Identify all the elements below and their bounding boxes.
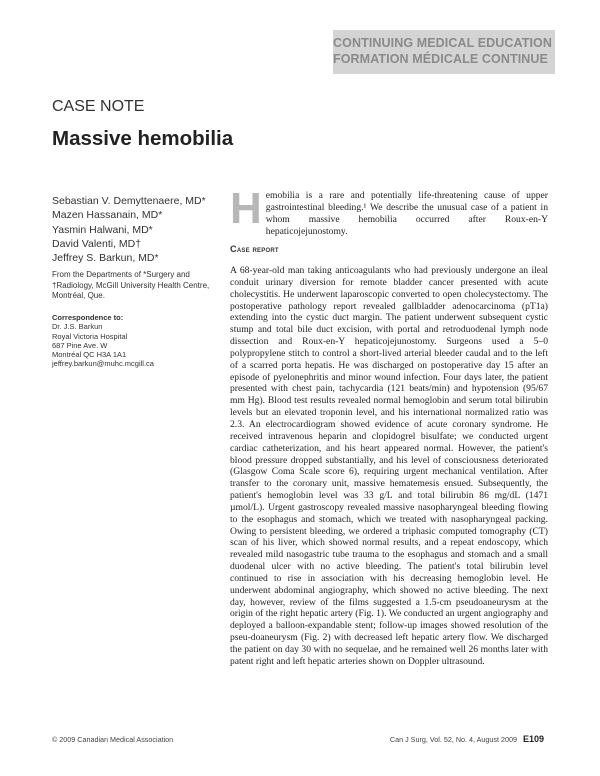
case-report-heading: Case report [230, 244, 279, 254]
section-label: CASE NOTE [52, 98, 145, 115]
drop-cap: H [230, 184, 262, 233]
correspondence [52, 313, 222, 369]
correspondence-email[interactable]: jeffrey.barkun@muhc.mcgill.ca [52, 359, 154, 369]
author: Jeffrey S. Barkun, MD* [52, 252, 159, 265]
footer-citation [380, 734, 544, 744]
correspondence-heading: Correspondence to: [52, 313, 124, 322]
intro-paragraph [230, 184, 548, 238]
affiliation: From the Departments of *Surgery and †Radiology, McGill University Health Centre, Montréal, Que. [52, 270, 210, 301]
page-number: E109 [522, 734, 544, 744]
author: Mazen Hassanain, MD* [52, 209, 163, 222]
author-list [52, 194, 222, 265]
copyright: © 2009 Canadian Medical Association [52, 735, 174, 744]
citation: Can J Surg, Vol. 52, No. 4, August 2009 [389, 735, 517, 744]
banner-line-english: CONTINUING MEDICAL EDUCATION [333, 36, 552, 50]
correspondence-line: Montréal QC H3A 1A1 [52, 350, 127, 360]
correspondence-line: 687 Pine Ave. W [52, 340, 108, 350]
cme-banner [333, 30, 555, 74]
intro-text: emobilia is a rare and potentially life-threatening cause of upper gastrointestinal bleeding.¹ We describe the unusual case of a patient in whom massive hemobilia occurred after Roux-en-Y hepaticojejunostomy. [265, 190, 548, 237]
correspondence-line: Royal Victoria Hospital [52, 331, 128, 341]
banner-line-french: FORMATION MÉDICALE CONTINUE [333, 52, 548, 66]
author: David Valenti, MD† [52, 237, 142, 250]
author: Sebastian V. Demyttenaere, MD* [52, 195, 206, 207]
correspondence-line: Dr. J.S. Barkun [52, 322, 103, 332]
case-report-body: A 68-year-old man taking anticoagulants who had previously undergone an ileal conduit urinary diversion for remote bladder cancer presented with acute cholecystitis. He underwent laparoscopic converted to open cholecystectomy. The postoperative pathology report revealed gallbladder adenocarcinoma (pT1a) extending into the cystic duct margin. The patient underwent subsequent cystic stump and total bile duct excision, with portal and retroduodenal lymph node dissection and Roux-en-Y hepaticojejunostomy. Surgeons used a 5–0 polypropylene stitch to control a short-lived arterial bleeder caudal and to the left of a scarred porta hepatis. He was discharged on postoperative day 15 after an episode of pyelonephritis and minor wound infection. Four days later, the patient presented with chest pain, tachycardia (121 beats/min) and hypotension (95/67 mm Hg). Blood test results revealed normal hemoglobin and serum total bilirubin levels but an elevated troponin level, and his international normalized ratio was 2.3. An electrocardiogram showed evidence of acute coronary syndrome. He received intravenous heparin and clopidogrel bisulfate; we conducted urgent cardiac catheterization, and his heart appeared normal. However, the patient's blood pressure dropped substantially, and his level of consciousness deteriorated (Glasgow Coma Scale score 6), requiring urgent mechanical ventilation. After transfer to the coronary unit, massive hematemesis ensued. Subsequently, the patient's hemoglobin level was 33 g/L and total bilirubin 86 mg/dL (1471 µmol/L). Urgent gastroscopy revealed massive nasopharyngeal bleeding flowing to the esophagus and stomach, which we treated with nasopharyngeal packing. Owing to persistent bleeding, we ordered a triphasic computed tomography (CT) scan of his liver, which showed normal results, and a repeat endoscopy, which revealed mild nasogastric tube trauma to the esophagus and stomach and a small duodenal ulcer with no active bleeding. The patient's total bilirubin level continued to rise in association with his decreasing hemoglobin level. He underwent abdominal angiography, which showed no active bleeding. The next day, however, review of the films suggested a 1.5-cm pseudoaneurysm at the origin of the right hepatic artery (Fig. 1). We conducted an urgent angiography and deployed a balloon-expandable stent; follow-up images showed resolution of the pseu-doaneurysm (Fig. 2) with decreased left hepatic artery flow. We discharged the patient on day 30 with no sequelae, and he remained well 26 months later with patent right and left hepatic arteries shown on Doppler ultrasound. [230, 265, 548, 667]
article-title: Massive hemobilia [52, 127, 234, 150]
author: Yasmin Halwani, MD* [52, 223, 153, 236]
